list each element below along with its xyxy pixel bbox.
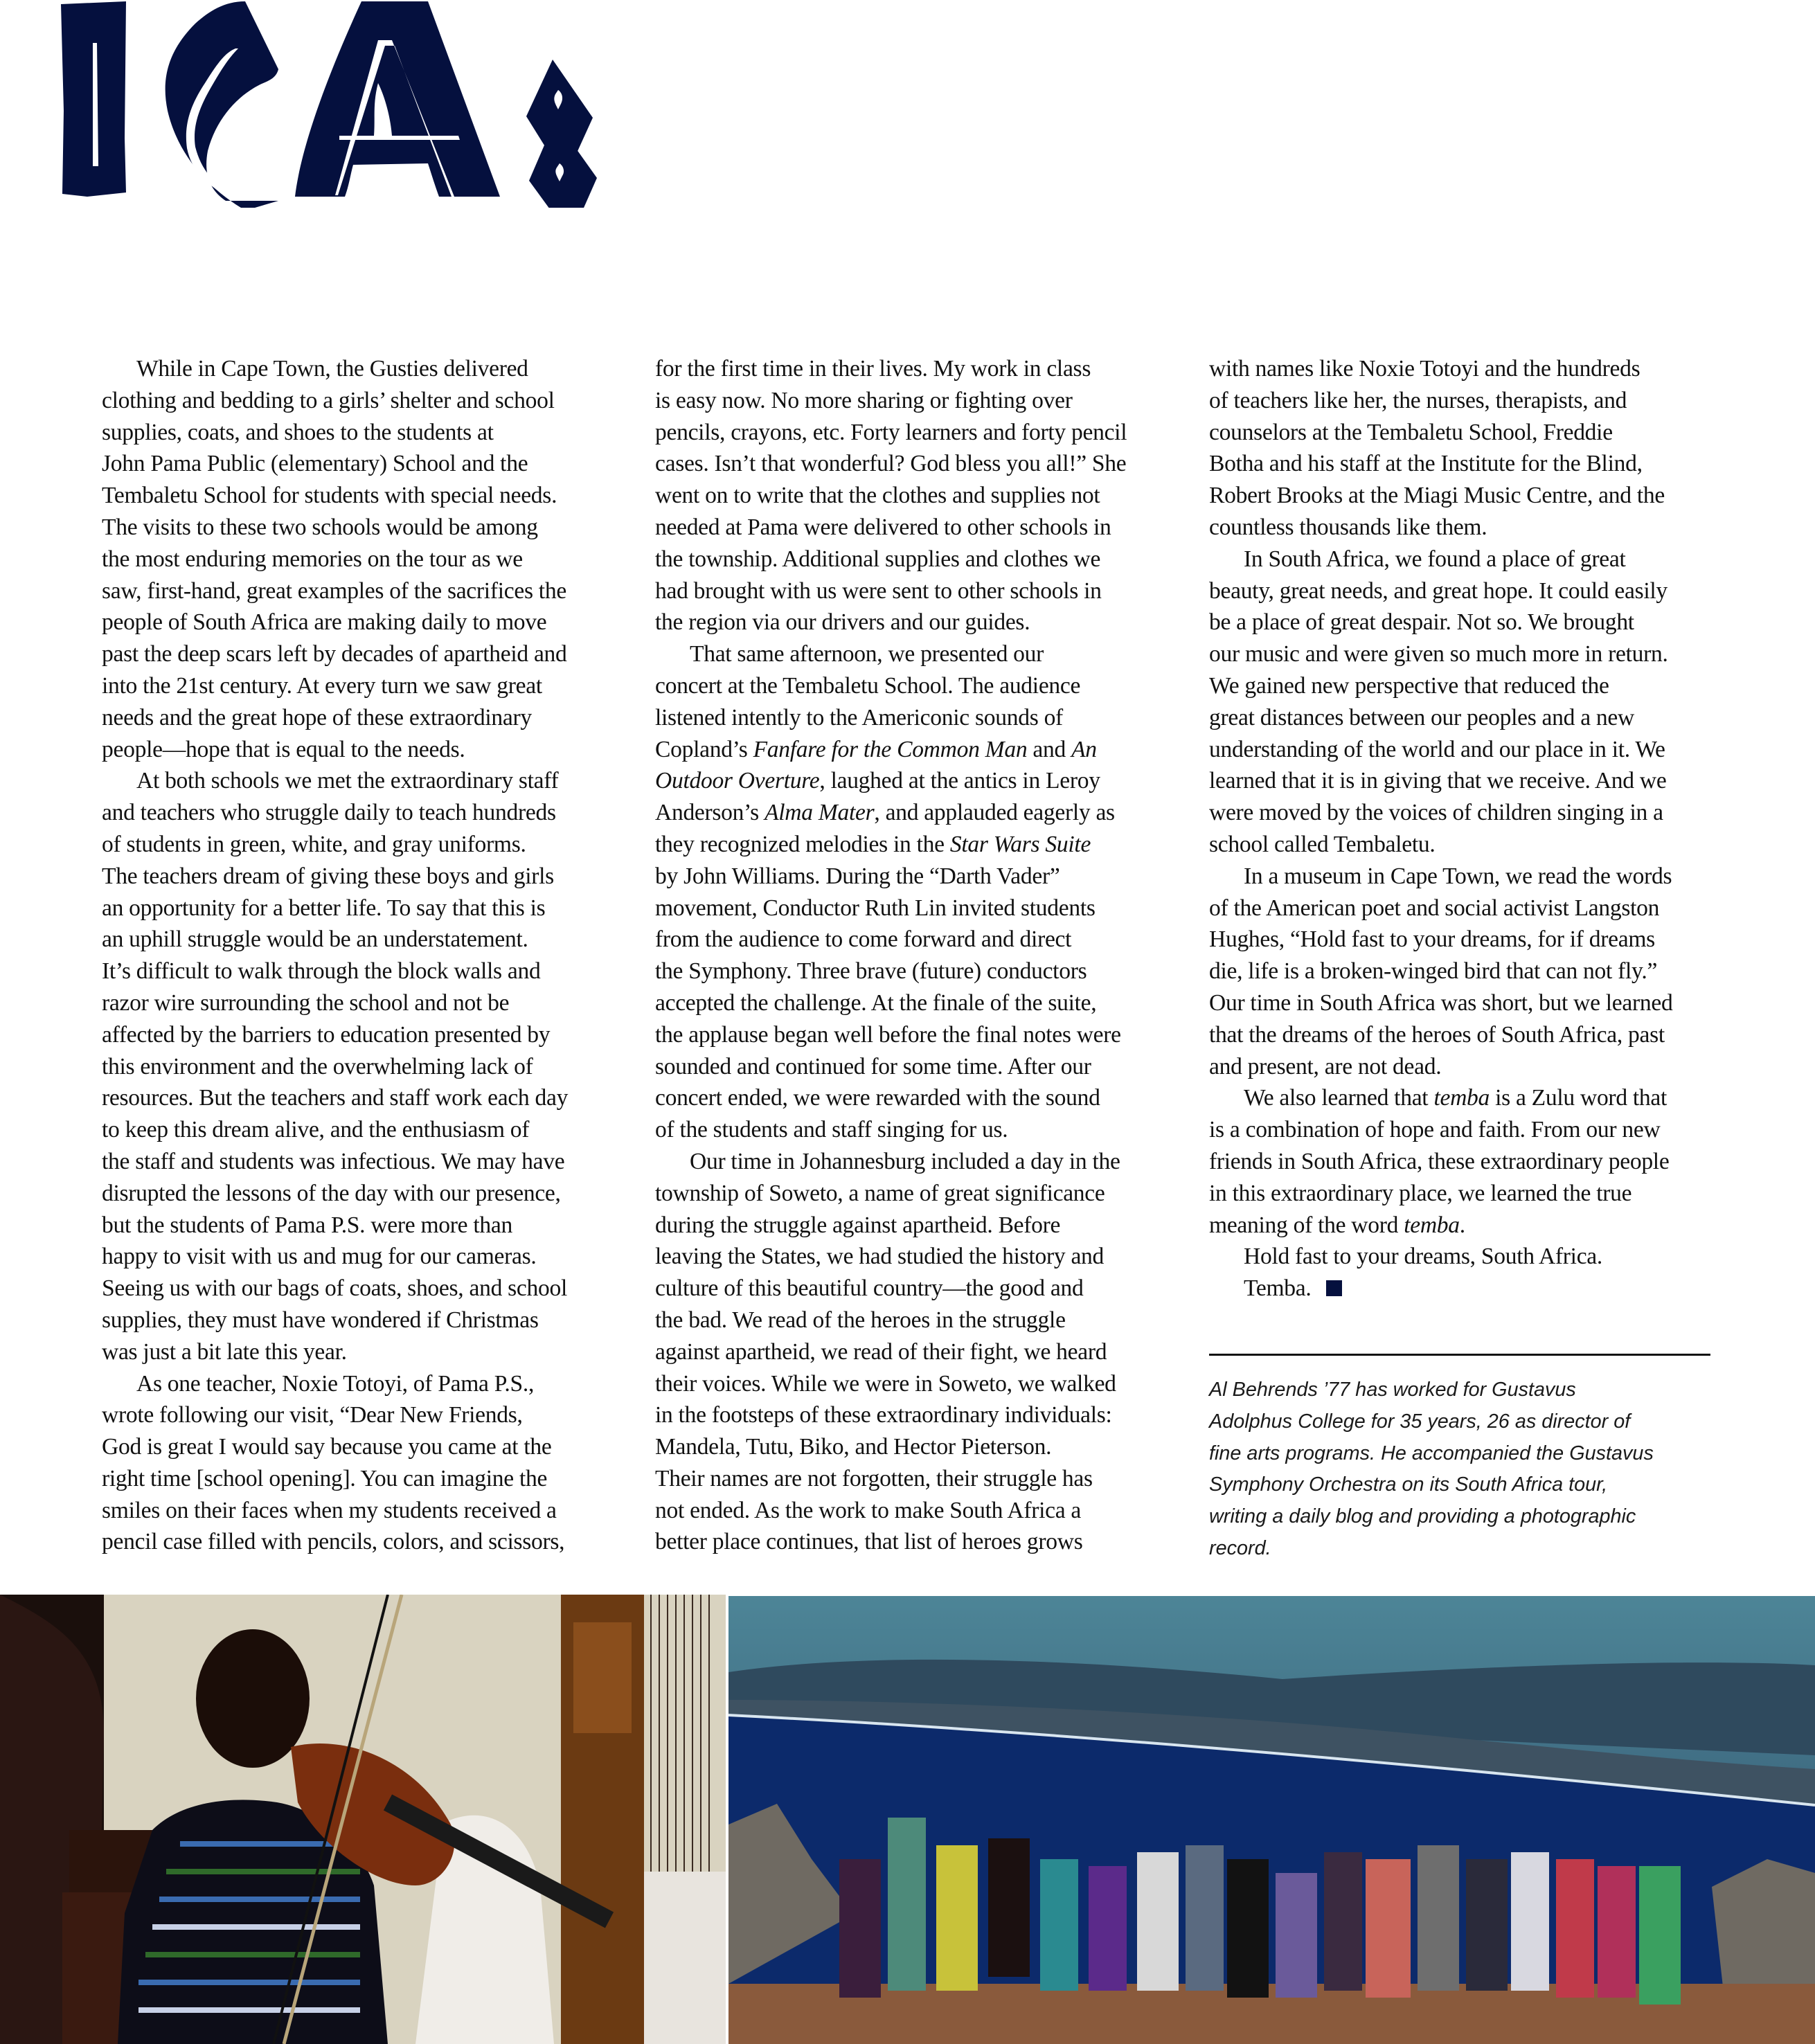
article-line: beauty, great needs, and great hope. It could easily [1209, 577, 1668, 604]
article-line: countless thousands like them. [1209, 514, 1487, 540]
article-line: great distances between our peoples and a new [1209, 704, 1634, 730]
article-line: was just a bit late this year. [102, 1338, 347, 1365]
article-line: of students in green, white, and gray uniforms. [102, 831, 526, 857]
author-bio [1209, 1374, 1722, 1565]
article-line: an opportunity for a better life. To say that this is [102, 895, 546, 921]
article-line: of the American poet and social activist Langston [1209, 895, 1660, 921]
article-line [655, 734, 1161, 766]
article-line: during the struggle against apartheid. Before [655, 1212, 1061, 1238]
article-line: but the students of Pama P.S. were more than [102, 1212, 512, 1238]
article-line [655, 765, 1161, 797]
article-line: the applause began well before the final notes were [655, 1021, 1121, 1048]
article-line: an uphill struggle would be an understatement. [102, 926, 528, 953]
article-line [1209, 1273, 1715, 1305]
article-line: is a combination of hope and faith. From our new [1209, 1117, 1661, 1143]
article-line: better place continues, that list of heroes grows [655, 1529, 1083, 1555]
article-line: Our time in Johannesburg included a day in the [690, 1148, 1120, 1174]
article-line: needs and the great hope of these extraordinary [102, 704, 532, 730]
article-line: movement, Conductor Ruth Lin invited students [655, 895, 1096, 921]
text-run: . [1459, 1212, 1465, 1238]
bio-line: fine arts programs. He accompanied the Gustavus [1209, 1442, 1654, 1464]
article-line [1209, 1082, 1715, 1114]
article-line: clothing and bedding to a girls’ shelter and school [102, 387, 555, 413]
article-line: not ended. As the work to make South Africa a [655, 1497, 1082, 1523]
article-line: supplies, coats, and shoes to the students at [102, 419, 494, 445]
article-line: were moved by the voices of children singing in a [1209, 800, 1663, 826]
article-line: be a place of great despair. Not so. We brought [1209, 609, 1634, 636]
article-line: happy to visit with us and mug for our cameras. [102, 1244, 537, 1270]
article-line: that the dreams of the heroes of South Africa, past [1209, 1021, 1665, 1048]
article-line: accepted the challenge. At the finale of the suite, [655, 989, 1097, 1016]
article-line: is easy now. No more sharing or fighting over [655, 387, 1073, 413]
italic-title: An [1071, 736, 1097, 762]
article-line: to keep this dream alive, and the enthusiasm of [102, 1117, 530, 1143]
bio-line: record. [1209, 1536, 1271, 1559]
article-line: In South Africa, we found a place of great [1244, 546, 1626, 572]
article-line: understanding of the world and our place in it. We [1209, 736, 1665, 762]
article-line: friends in South Africa, these extraordinary people [1209, 1148, 1670, 1174]
article-line: this environment and the overwhelming lack of [102, 1053, 533, 1079]
article-line: the bad. We read of the heroes in the struggle [655, 1307, 1066, 1333]
article-line: culture of this beautiful country—the good and [655, 1275, 1084, 1302]
text-run: Temba. [1244, 1275, 1312, 1302]
article-line: the most enduring memories on the tour as we [102, 546, 523, 572]
italic-title: Star Wars Suite [949, 831, 1091, 857]
bio-separator-rule [1209, 1354, 1710, 1356]
end-of-article-square-icon [1326, 1280, 1342, 1296]
article-line: went on to write that the clothes and supplies not [655, 483, 1100, 509]
bio-line: Symphony Orchestra on its South Africa tour, [1209, 1473, 1608, 1496]
article-line: It’s difficult to walk through the block walls and [102, 958, 541, 985]
italic-title: temba [1433, 1085, 1490, 1111]
article-line: razor wire surrounding the school and not be [102, 989, 510, 1016]
article-line: Botha and his staff at the Institute for the Blind, [1209, 451, 1643, 477]
article-line: by John Williams. During the “Darth Vader” [655, 863, 1060, 889]
student-violinist-photo [0, 1595, 726, 2044]
article-line: counselors at the Tembaletu School, Freddie [1209, 419, 1613, 445]
article-line: die, life is a broken-winged bird that can not fly.” [1209, 958, 1658, 985]
article-line: people—hope that is equal to the needs. [102, 736, 465, 762]
article-line: pencils, crayons, etc. Forty learners and forty pencil [655, 419, 1127, 445]
italic-title: Fanfare for the Common Man [753, 736, 1028, 762]
article-line: with names like Noxie Totoyi and the hundreds [1209, 356, 1640, 382]
article-line: listened intently to the Americonic sounds of [655, 704, 1063, 730]
article-line [655, 797, 1161, 829]
article-line: God is great I would say because you came at the [102, 1434, 552, 1460]
article-line: of the students and staff singing for us. [655, 1117, 1008, 1143]
article-line: Mandela, Tutu, Biko, and Hector Pieterson. [655, 1434, 1052, 1460]
text-run: and [1027, 736, 1072, 762]
text-run: , laughed at the antics in Leroy [819, 768, 1100, 794]
text-run: meaning of the word [1209, 1212, 1404, 1238]
text-run: , and applauded eagerly as [874, 800, 1115, 826]
article-line: concert at the Tembaletu School. The audience [655, 672, 1081, 699]
article-line: resources. But the teachers and staff work each day [102, 1085, 569, 1111]
article-line: Our time in South Africa was short, but we learned [1209, 989, 1673, 1016]
article-line: people of South Africa are making daily to move [102, 609, 547, 636]
article-line: learned that it is in giving that we receive. And we [1209, 768, 1667, 794]
article-line: in the footsteps of these extraordinary individuals: [655, 1402, 1112, 1428]
bio-line: Al Behrends ’77 has worked for Gustavus [1209, 1379, 1576, 1401]
article-line: As one teacher, Noxie Totoyi, of Pama P.S., [136, 1370, 535, 1397]
article-line: saw, first-hand, great examples of the sacrifices the [102, 577, 566, 604]
italic-title: temba [1404, 1212, 1460, 1238]
article-line: That same afternoon, we presented our [690, 641, 1044, 667]
article-line: their voices. While we were in Soweto, we walked [655, 1370, 1116, 1397]
article-line: In a museum in Cape Town, we read the words [1244, 863, 1672, 889]
article-column-2 [655, 353, 1161, 1558]
title-lettering-ica [60, 0, 600, 208]
article-line: and teachers who struggle daily to teach hundreds [102, 800, 556, 826]
article-line: Their names are not forgotten, their struggle has [655, 1465, 1093, 1491]
article-line: and present, are not dead. [1209, 1053, 1442, 1079]
article-line: of teachers like her, the nurses, therapists, and [1209, 387, 1627, 413]
article-line: our music and were given so much more in return. [1209, 641, 1668, 667]
text-run: We also learned that [1244, 1085, 1434, 1111]
article-line: the Symphony. Three brave (future) conductors [655, 958, 1087, 985]
article-line: At both schools we met the extraordinary staff [136, 768, 559, 794]
article-line [1209, 1210, 1715, 1241]
article-line: disrupted the lessons of the day with our presence, [102, 1180, 561, 1206]
article-line: The visits to these two schools would be among [102, 514, 538, 540]
article-line: in this extraordinary place, we learned the true [1209, 1180, 1632, 1206]
article-line: sounded and continued for some time. After our [655, 1053, 1091, 1079]
article-column-3 [1209, 353, 1715, 1305]
article-line: We gained new perspective that reduced the [1209, 672, 1609, 699]
article-line: leaving the States, we had studied the history and [655, 1244, 1105, 1270]
article-line: for the first time in their lives. My work in class [655, 356, 1091, 382]
article-line: supplies, they must have wondered if Christmas [102, 1307, 539, 1333]
article-line: wrote following our visit, “Dear New Friends, [102, 1402, 523, 1428]
article-line: school called Tembaletu. [1209, 831, 1436, 857]
article-line: John Pama Public (elementary) School and the [102, 451, 528, 477]
article-line: needed at Pama were delivered to other schools in [655, 514, 1111, 540]
bio-line: Adolphus College for 35 years, 26 as director of [1209, 1410, 1631, 1433]
article-line: past the deep scars left by decades of apartheid and [102, 641, 567, 667]
article-line [655, 829, 1161, 861]
group-photo-table-mountain [728, 1596, 1815, 2044]
article-line: cases. Isn’t that wonderful? God bless you all!” She [655, 451, 1127, 477]
article-line: Seeing us with our bags of coats, shoes, and school [102, 1275, 568, 1302]
article-line: right time [school opening]. You can imagine the [102, 1465, 548, 1491]
italic-title: Outdoor Overture [655, 768, 820, 794]
article-line: Robert Brooks at the Miagi Music Centre, and the [1209, 483, 1665, 509]
article-line: township of Soweto, a name of great significance [655, 1180, 1105, 1206]
article-line: concert ended, we were rewarded with the sound [655, 1085, 1100, 1111]
bio-line: writing a daily blog and providing a photographic [1209, 1505, 1636, 1528]
article-line: into the 21st century. At every turn we saw great [102, 672, 542, 699]
article-line: the staff and students was infectious. We may have [102, 1148, 565, 1174]
article-line: against apartheid, we read of their fight, we heard [655, 1338, 1107, 1365]
article-line: the township. Additional supplies and clothes we [655, 546, 1101, 572]
text-run: Copland’s [655, 736, 753, 762]
text-run: Anderson’s [655, 800, 765, 826]
article-column-1 [102, 353, 607, 1558]
article-line: the region via our drivers and our guides. [655, 609, 1030, 636]
text-run: they recognized melodies in the [655, 831, 950, 857]
article-line: smiles on their faces when my students received a [102, 1497, 557, 1523]
text-run: is a Zulu word that [1490, 1085, 1668, 1111]
article-line: While in Cape Town, the Gusties delivered [136, 356, 528, 382]
article-line: from the audience to come forward and direct [655, 926, 1072, 953]
article-line: Hold fast to your dreams, South Africa. [1244, 1244, 1602, 1270]
article-line: pencil case filled with pencils, colors, and scissors, [102, 1529, 565, 1555]
article-line: had brought with us were sent to other schools in [655, 577, 1102, 604]
article-line: The teachers dream of giving these boys and girls [102, 863, 554, 889]
article-line: Tembaletu School for students with special needs. [102, 483, 557, 509]
article-line: affected by the barriers to education presented by [102, 1021, 551, 1048]
article-line: Hughes, “Hold fast to your dreams, for if dreams [1209, 926, 1655, 953]
italic-title: Alma Mater [765, 800, 875, 826]
